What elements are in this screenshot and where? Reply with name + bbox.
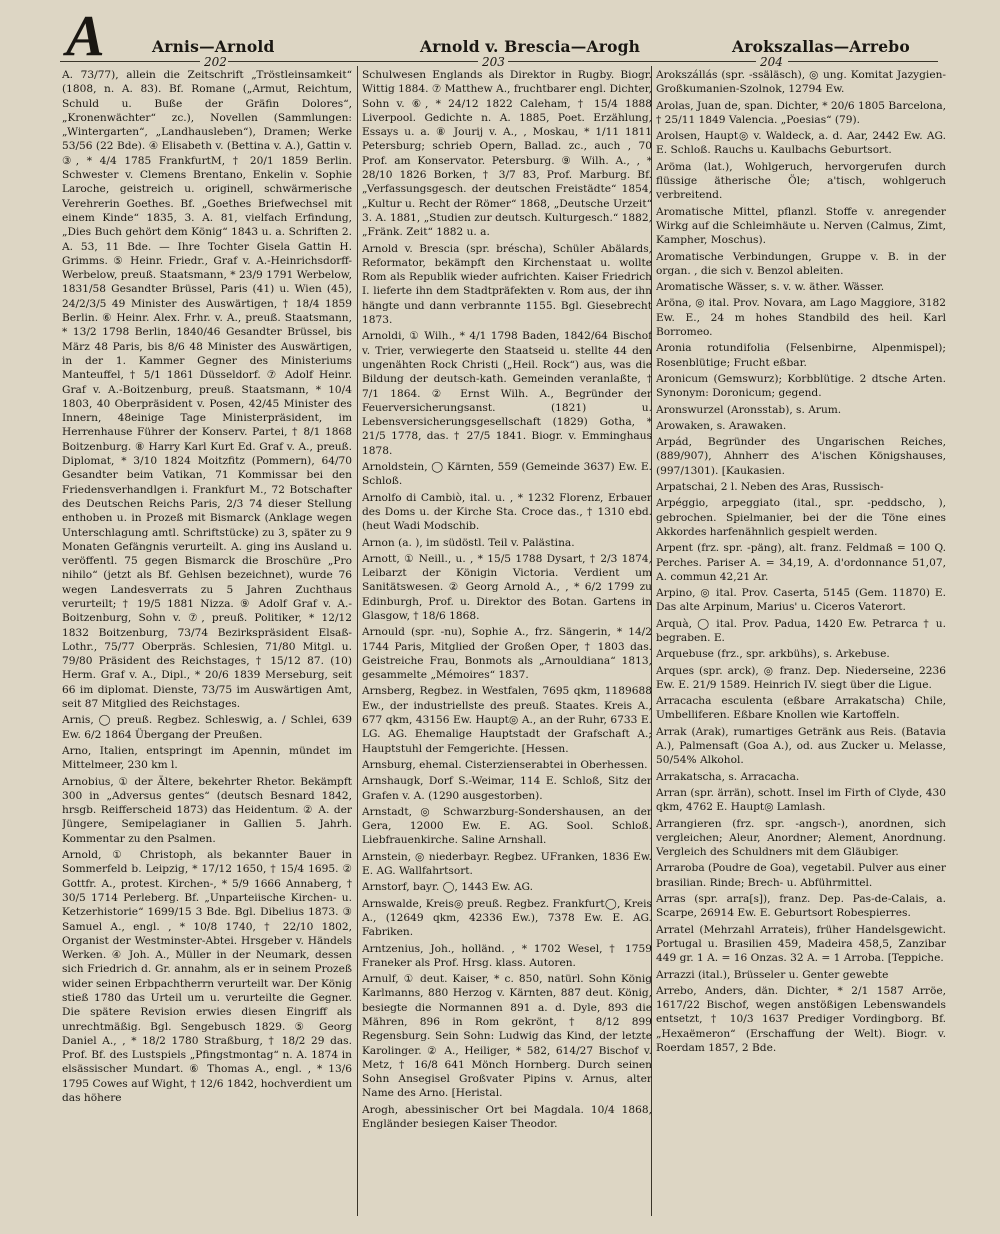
entry: Arques (spr. arck), ◎ franz. Dep. Niederseine, 2236 Ew. E. 21/9 1589. Heinrich IV. siegt über die Ligue. xyxy=(656,664,946,691)
entry: Arquebuse (frz., spr. arkbühs), s. Arkebuse. xyxy=(656,648,890,661)
entry: Arracacha esculenta (eßbare Arrakatscha) Chile, Umbelliferen. Eßbare Knollen wie Kartoffeln. xyxy=(656,695,946,722)
left-page-number: 202 xyxy=(204,55,227,69)
text-column-right xyxy=(656,68,946,1218)
entry: Arratel (Mehrzahl Arrateis), früher Handelsgewicht. Portugal u. Brasilien 459, Madeira 458,5, Zanzibar 449 gr. 1 A. = 16 Onzas. 32 A. = 1 Arroba. [Teppiche. xyxy=(656,923,946,965)
entry: Arowaken, s. Arawaken. xyxy=(656,419,787,432)
entry: Arpád, Begründer des Ungarischen Reiches, (889/907), Ahnherr des A'ischen Königshauses, (997/1301). [Kaukasien. xyxy=(656,436,946,477)
entry: Arras (spr. arra[s]), franz. Dep. Pas-de-Calais, a. Scarpe, 26914 Ew. E. Geburtsort Robespierres. xyxy=(656,893,946,920)
entry: Arrakatscha, s. Arracacha. xyxy=(656,770,800,783)
entry: Arnobius, ① der Ältere, bekehrter Rhetor. Bekämpft 300 in „Adversus gentes“ (deutsch Besnard 1842, hrsgb. Reifferscheid 1873) das Heidentum. ② A. der Jüngere, Semipelagianer in Gallien 5. Jahrh. Kommentar zu den Psalmen. xyxy=(62,775,352,845)
entry: Arnoldi, ① Wilh., * 4/1 1798 Baden, 1842/64 Bischof v. Trier, verwiegerte den Staatseid u. stellte 44 den ungenähten Rock Christi („Heil. Rock“) aus, was die Bildung der deutsch-kath. Gemeinden veranlaßte, † 7/1 1864. ② Ernst Wilh. A., Begründer der Feuerversicherungsanst. (1821) u. Lebensversicherungsgesellschaft (1829) Gotha, * 21/5 1778, das. † 27/5 1841. Biogr. v. Emminghaus 1878. xyxy=(362,330,652,457)
entry: Arnsburg, ehemal. Cisterzienserabtei in Oberhessen. xyxy=(362,758,648,771)
left-page-header: Arnis—Arnold xyxy=(152,37,275,56)
entry: Arnon (a. ), im südöstl. Teil v. Palästina. xyxy=(362,536,575,549)
header-rule xyxy=(60,61,200,62)
header-rule xyxy=(788,61,938,62)
entry: Arnold, ① Christoph, als bekannter Bauer in Sommerfeld b. Leipzig, * 17/12 1650, † 15/4 1695. ② Gottfr. A., protest. Kirchen-, * 5/9 1666 Annaberg, † 30/5 1714 Perleberg. Bf. „Unparteiische Kirchen- u. Ketzerhistorie“ 1699/15 3 Bde. Bgl. Dibelius 1873. ③ Samuel A., engl. , * 10/8 1740, † 22/10 1802, Organist der Westminster-Abtei. Hrsgeber v. Händels Werken. ④ Joh. A., Müller in der Neumark, dessen sich Friedrich d. Gr. annahm, als er in seinem Prozeß wider seinen Erbpachtherrn verurteilt war. Der König stieß 1780 das Urteil um u. verurteilte die Gegner. Die spätere Revision erwies diesen Eingriff als unrechtmäßig. Bgl. Sengebusch 1829. ⑤ Georg Daniel A., , * 18/2 1780 Straßburg, † 18/2 29 das. Prof. Bf. des Lustspiels „Pfingstmontag“ n. A. 1874 in elsässischer Mundart. ⑥ Thomas A., engl. , * 13/6 1795 Cowes auf Wight, † 12/6 1842, hochverdient um das höhere xyxy=(62,849,352,1105)
entry: Arnott, ① Neill., u. , * 15/5 1788 Dysart, † 2/3 1874, Leibarzt der Königin Victoria. Verdient um Sanitätswesen. ② Georg Arnold A., , * 6/2 1799 zu Edinburgh, Prof. u. Direktor des Botan. Gartens in Glasgow, † 18/6 1868. xyxy=(362,552,652,622)
entry: Arnolfo di Cambiò, ital. u. , * 1232 Florenz, Erbauer des Doms u. der Kirche Sta. Croce das., † 1310 ebd. (heut Wadi Modschib. xyxy=(362,491,652,533)
right-page-header: Arokszallas—Arrebo xyxy=(732,37,910,56)
entry: Arntzenius, Joh., holländ. , * 1702 Wesel, † 1759 Franeker als Prof. Hrsg. klass. Autoren. xyxy=(362,942,652,969)
entry: Aröna, ◎ ital. Prov. Novara, am Lago Maggiore, 3182 Ew. E., 24 m hohes Standbild des heil. Karl Borromeo. xyxy=(656,297,946,339)
center-page-number: 203 xyxy=(482,55,505,69)
entry: Arnstorf, bayr. ◯, 1443 Ew. AG. xyxy=(362,881,533,894)
entry: Aronicum (Gemswurz); Korbblütige. 2 dtsche Arten. Synonym: Doronicum; gegend. xyxy=(656,372,946,400)
entry: Aronia rotundifolia (Felsenbirne, Alpenmispel); Rosenblütige; Frucht eßbar. xyxy=(656,342,946,369)
entry: Arnshaugk, Dorf S.-Weimar, 114 E. Schloß, Sitz der Grafen v. A. (1290 ausgestorben). xyxy=(362,775,652,802)
entry: A. 73/77), allein die Zeitschrift „Tröstleinsamkeit“ (1808, n. A. 83). Bf. Romane („Armut, Reichtum, Schuld u. Buße der Gräfin Dolores“, „Kronenwächter“ zc.), Novellen (Sammlungen: „Wintergarten“, „Landhausleben“), Dramen; Werke 53/56 (22 Bde). ④ Elisabeth v. (Bettina v. A.), Gattin v. ③, * 4/4 1785 FrankfurtM, † 20/1 1859 Berlin. Schwester v. Clemens Brentano, Enkelin v. Sophie Laroche, geistreich u. originell, schwärmerische Verehrerin Goethes. Bf. „Goethes Briefwechsel mit einem Kinde“ 1835, 3. A. 81, vielfach Erfindung, „Dies Buch gehört dem König“ 1843 u. a. Schriften 2. A. 53, 11 Bde. — Ihre Tochter Gisela Gattin H. Grimms. ⑤ Heinr. Friedr., Graf v. A.-Heinrichsdorff-Werbelow, preuß. Staatsmann, * 23/9 1791 Werbelow, 1831/58 Gesandter Brüssel, Paris (41) u. Wien (45), 24/2/3/5 49 Minister des Auswärtigen, † 18/4 1859 Berlin. ⑥ Heinr. Alex. Frhr. v. A., preuß. Staatsmann, * 13/2 1798 Berlin, 1840/46 Gesandter Brüssel, bis März 48 Paris, bis 8/6 48 Minister des Auswärtigen, in der 1. Kammer Gegner des Ministeriums Manteuffel, † 5/1 1861 Düsseldorf. ⑦ Adolf Heinr. Graf v. A.-Boitzenburg, preuß. Staatsmann, * 10/4 1803, 40 Oberpräsident v. Posen, 42/45 Minister des Innern, 48einige Tage Ministerpräsident, im Herrenhause Führer der Konserv. Partei, † 8/1 1868 Boitzenburg. ⑧ Harry Karl Kurt Ed. Graf v. A., preuß. Diplomat, * 3/10 1824 Moitzfitz (Pommern), 64/70 Gesandter beim Vatikan, 71 Kommissar bei den Friedensverhandlgen i. Frankfurt M., 72 Botschafter des Deutschen Reichs Paris, 2/3 74 dieser Stellung enthoben u. in Prozeß mit Bismarck (Anklage wegen Unterschlagung amtl. Schriftstücke) zu 3, später zu 9 Monaten Gefängnis verurteilt. A. ging ins Ausland u. veröffentl. 75 gegen Bismarck die Broschüre „Pro nihilo“ (jetzt als Bf. Gehlsen bezeichnet), wurde 76 wegen Landesverrats zu 5 Jahren Zuchthaus verurteilt; † 19/5 1881 Nizza. ⑨ Adolf Graf v. A.-Boitzenburg, Sohn v. ⑦, preuß. Politiker, * 12/12 1832 Boitzenburg, 73/74 Bezirkspräsident Elsaß-Lothr., 75/77 Oberpräs. Schlesien, 71/80 Mitgl. u. 79/80 Präsident des Reichstages, † 15/12 87. (10) Herm. Graf v. A., Dipl., * 20/6 1839 Merseburg, seit 66 im diplomat. Dienste, 73/75 im Auswärtigen Amt, seit 87 Mitglied des Reichstages. xyxy=(62,69,352,711)
entry: Arnulf, ① deut. Kaiser, * c. 850, natürl. Sohn König Karlmanns, 880 Herzog v. Kärnten, 887 deut. König, besiegte die Normannen 891 a. d. Dyle, 893 die Mähren, 896 in Rom gekrönt, † 8/12 899 Regensburg. Sein Sohn: Ludwig das Kind, der letzte Karolinger. ② A., Heiliger, * 582, 614/27 Bischof v. Metz, † 16/8 641 Mönch Hornberg. Durch seinen Sohn Ansegisel Großvater Pipins v. Arnus, alter Name des Arno. [Heristal. xyxy=(362,973,652,1100)
entry: Arnswalde, Kreis◎ preuß. Regbez. Frankfurt◯, Kreis A., (12649 qkm, 42336 Ew.), 7378 Ew. E. AG. Fabriken. xyxy=(362,897,652,939)
entry: Arnstadt, ◎ Schwarzburg-Sondershausen, an der Gera, 12000 Ew. E. AG. Sool. Schloß. Liebfrauenkirche. Saline Arnshall. xyxy=(362,805,652,847)
entry: Arnoldstein, ◯ Kärnten, 559 (Gemeinde 3637) Ew. E. Schloß. xyxy=(362,461,652,488)
entry: Arpino, ◎ ital. Prov. Caserta, 5145 (Gem. 11870) E. Das alte Arpinum, Marius' u. Ciceros Vaterort. xyxy=(656,587,946,614)
entry: Arnsberg, Regbez. in Westfalen, 7695 qkm, 1189688 Ew., der industriellste des preuß. Staates. Kreis A., 677 qkm, 43156 Ew. Haupt◎ A., an der Ruhr, 6733 E. LG. AG. Ehemalige Hauptstadt der Grafschaft A.; Hauptstuhl der Femgerichte. [Hessen. xyxy=(362,685,652,755)
entry: Arpatschai, 2 l. Neben des Aras, Russisch- xyxy=(656,481,884,494)
entry: Arran (spr. ärrän), schott. Insel im Firth of Clyde, 430 qkm, 4762 E. Haupt◎ Lamlash. xyxy=(656,786,946,814)
entry: Arpent (frz. spr. -päng), alt. franz. Feldmaß = 100 Q. Perches. Pariser A. = 34,19, A. d'ordonnance 51,07, A. commun 42,21 Ar. xyxy=(656,542,946,583)
entry: Arpéggio, arpeggiato (ital., spr. -peddscho, ), gebrochen. Spielmanier, bei der die Töne eines Akkordes harfenähnlich gespielt werden. xyxy=(656,497,946,538)
entry: Arogh, abessinischer Ort bei Magdala. 10/4 1868, Engländer besiegen Kaiser Theodor. xyxy=(362,1103,652,1131)
center-page-header: Arnold v. Brescia—Arogh xyxy=(420,37,641,56)
entry: Arnould (spr. -nu), Sophie A., frz. Sängerin, * 14/2 1744 Paris, Mitglied der Großen Oper, † 1803 das. Geistreiche Frau, Bonmots als „Arnouldiana“ 1813, gesammelte „Mémoires“ 1837. xyxy=(362,626,652,682)
entry: Schulwesen Englands als Direktor in Rugby. Biogr. Wittig 1884. ⑦ Matthew A., fruchtbarer engl. Dichter, Sohn v. ⑥, * 24/12 1822 Caleham, † 15/4 1888 Liverpool. Gedichte n. A. 1885, Poet. Erzählung, Essays u. a. ⑧ Jourij v. A., , Moskau, * 1/11 1811 Petersburg; schrieb Opern, Ballad. zc., auch , 70 Prof. am Konservator. Petersburg. ⑨ Wilh. A., , * 28/10 1826 Borken, † 3/7 83, Prof. Marburg. Bf. „Verfassungsgesch. der deutschen Freistädte“ 1854, „Kultur u. Recht der Römer“ 1868, „Deutsche Urzeit“ 3. A. 1881, „Studien zur deutsch. Kulturgesch.“ 1882, „Fränk. Zeit“ 1882 u. a. xyxy=(362,69,652,239)
right-page-number: 204 xyxy=(760,55,783,69)
entry: Arrebo, Anders, dän. Dichter, * 2/1 1587 Arröe, 1617/22 Bischof, wegen anstößigen Lebenswandels entsetzt, † 10/3 1637 Prediger Vordingborg. Bf. „Hexaëmeron“ (Erschaffung der Welt). Biogr. v. Roerdam 1857, 2 Bde. xyxy=(656,984,946,1054)
entry: Arquà, ◯ ital. Prov. Padua, 1420 Ew. Petrarca † u. begraben. E. xyxy=(656,617,946,644)
section-letter: A xyxy=(66,3,105,68)
entry: Arraroba (Poudre de Goa), vegetabil. Pulver aus einer brasilian. Rinde; Brech- u. Abführmittel. xyxy=(656,862,946,889)
entry: Arokszállás (spr. -ssäläsch), ◎ ung. Komitat Jazygien-Großkumanien-Szolnok, 12794 Ew. xyxy=(656,69,946,96)
entry: Arrak (Arak), rumartiges Getränk aus Reis. (Batavia A.), Palmensaft (Goa A.), od. aus Zucker u. Melasse, 50/54% Alkohol. xyxy=(656,725,946,767)
entry: Aronswurzel (Aronsstab), s. Arum. xyxy=(656,403,842,416)
text-column-center xyxy=(362,68,652,1218)
entry: Aröma (lat.), Wohlgeruch, hervorgerufen durch flüssige ätherische Öle; a'tisch, wohlgeruch verbreitend. xyxy=(656,160,946,202)
entry: Arolas, Juan de, span. Dichter, * 20/6 1805 Barcelona, † 25/11 1849 Valencia. „Poesias“ (79). xyxy=(656,99,946,126)
header-rule xyxy=(508,61,756,62)
entry: Arolsen, Haupt◎ v. Waldeck, a. d. Aar, 2442 Ew. AG. E. Schloß. Rauchs u. Kaulbachs Geburtsort. xyxy=(656,130,946,157)
entry: Arno, Italien, entspringt im Apennin, mündet im Mittelmeer, 230 km l. xyxy=(62,744,352,772)
entry: Aromatische Verbindungen, Gruppe v. B. in der organ. , die sich v. Benzol ableiten. xyxy=(656,250,946,277)
entry: Arnold v. Brescia (spr. bréscha), Schüler Abälards, Reformator, bekämpft den Kirchenstaat u. wollte Rom als Republik wieder aufrichten. Kaiser Friedrich I. lieferte ihn dem Stadtpräfekten v. Rom aus, der ihn hängte und dann verbrannte 1155. Bgl. Giesebrecht 1873. xyxy=(362,242,652,327)
entry: Aromatische Wässer, s. v. w. äther. Wässer. xyxy=(656,281,885,294)
entry: Arrazzi (ital.), Brüsseler u. Genter gewebte xyxy=(656,968,889,981)
entry: Arrangieren (frz. spr. -angsch-), anordnen, sich vergleichen; Aleur, Anordner; Alement, Anordnung. Vergleich des Schuldners mit dem Gläubiger. xyxy=(656,817,946,859)
entry: Aromatische Mittel, pflanzl. Stoffe v. anregender Wirkg auf die Schleimhäute u. Nerven (Calmus, Zimt, Kampher, Moschus). xyxy=(656,205,946,247)
column-divider xyxy=(357,66,358,1216)
header-rule xyxy=(228,61,478,62)
text-column-left xyxy=(62,68,352,1218)
entry: Arnstein, ◎ niederbayr. Regbez. UFranken, 1836 Ew. E. AG. Wallfahrtsort. xyxy=(362,850,652,878)
entry: Arnis, ◯ preuß. Regbez. Schleswig, a. / Schlei, 639 Ew. 6/2 1864 Übergang der Preußen. xyxy=(62,714,352,741)
